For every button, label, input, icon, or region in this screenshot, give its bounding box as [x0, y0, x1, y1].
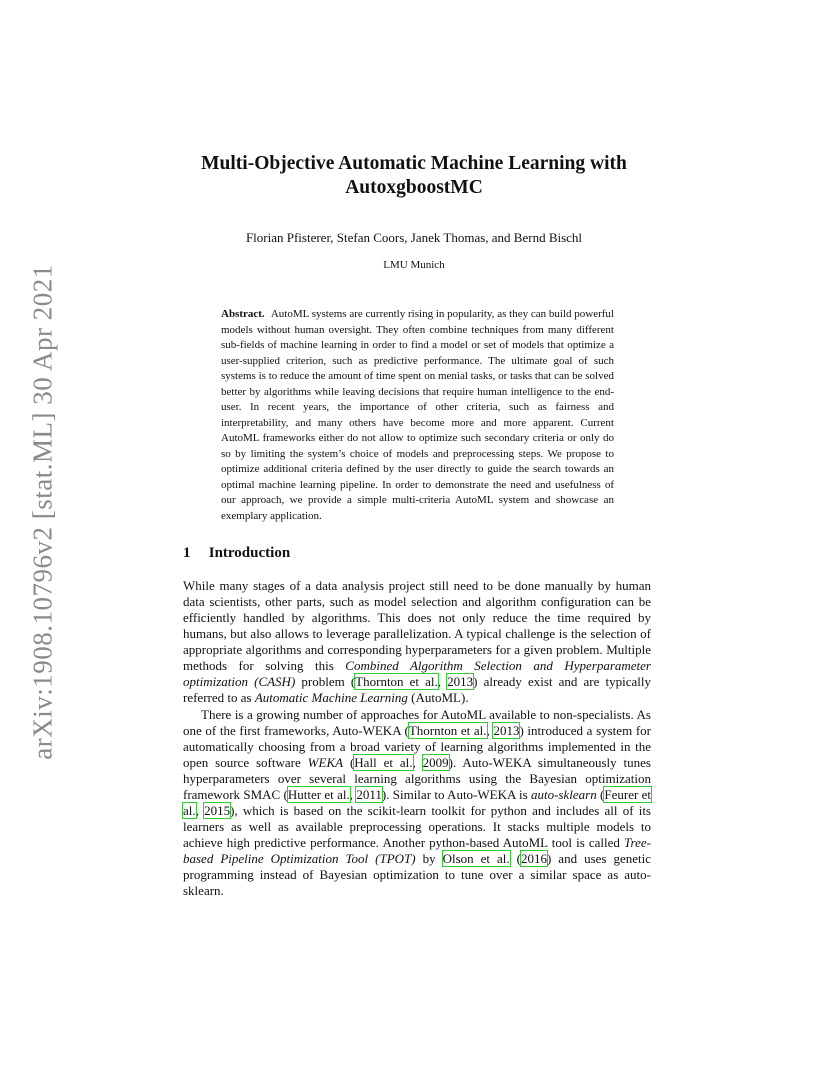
abstract	[221, 307, 614, 524]
text-run: ,	[349, 787, 357, 802]
text-run: ,	[412, 755, 423, 770]
text-run: ,	[195, 803, 205, 818]
text-run: ). Similar to Auto-WEKA is	[381, 787, 531, 802]
emphasis-automl: Automatic Machine Learning	[254, 690, 408, 705]
citation-year-link[interactable]: 2013	[493, 723, 520, 738]
text-run: ,	[437, 674, 448, 689]
text-run: (	[343, 755, 355, 770]
title-line-1: Multi-Objective Automatic Machine Learning with	[201, 153, 627, 174]
emphasis-cash: Combined Algorithm Selection and Hyperparameter optimization (CASH)	[183, 658, 651, 689]
text-run: ). Auto-WEKA simultaneously tunes hyperparameters over several learning algorithms using the Bayesian optimization framework SMAC (	[183, 755, 651, 802]
text-run: There is a growing number of approaches for AutoML available to non-specialists. As one of the first frameworks, Auto-WEKA (	[183, 707, 651, 738]
citation-link[interactable]: Olson et al.	[442, 851, 510, 866]
intro-paragraph-2	[183, 707, 651, 899]
authors: Florian Pfisterer, Stefan Coors, Janek Thomas, and Bernd Bischl	[245, 230, 583, 245]
title-line-2: AutoxgboostMC	[345, 177, 483, 198]
text-run: ,	[486, 723, 494, 738]
section-title: Introduction	[208, 545, 291, 561]
text-run: (	[509, 851, 521, 866]
citation-link[interactable]: Thornton et al.	[355, 674, 438, 689]
affiliation: LMU Munich	[383, 259, 445, 271]
text-run: problem (	[295, 674, 356, 689]
section-number: 1	[183, 545, 191, 561]
arxiv-identifier: arXiv:1908.10796v2 [stat.ML] 30 Apr 2021	[27, 264, 58, 760]
text-run: While many stages of a data analysis project still need to be done manually by human data scientists, other parts, such as model selection and algorithm configuration can be efficiently handled by algorithms. This does not only reduce the time required by humans, but also allows to leverage parallelization. A typical challenge is the selection of appropriate algorithms and corresponding hyperparameters for a given problem. Multiple methods for solving this	[183, 578, 651, 673]
citation-link[interactable]: Hutter et al.	[287, 787, 350, 802]
section-heading	[183, 545, 290, 562]
emphasis-auto-sklearn: auto-sklearn	[530, 787, 597, 802]
text-run: (AutoML).	[407, 690, 469, 705]
citation-year-link[interactable]: 2013	[447, 674, 474, 689]
citation-year-link[interactable]: 2016	[520, 851, 547, 866]
emphasis-tpot: Tree-based Pipeline Optimization Tool (TPOT)	[183, 835, 651, 866]
text-run: ) already exist and are typically referred to as	[183, 674, 651, 705]
citation-year-link[interactable]: 2009	[422, 755, 449, 770]
text-run: ), which is based on the scikit-learn toolkit for python and includes all of its learners as well as available preprocessing operations. It stacks multiple models to achieve high predictive performance. Another python-based AutoML tool is called	[183, 803, 651, 850]
citation-link[interactable]: Thornton et al.	[408, 723, 487, 738]
paper-title	[150, 152, 678, 200]
emphasis-weka: WEKA	[307, 755, 344, 770]
text-run: ) introduced a system for automatically choosing from a broad variety of learning algorithms implemented in the open source software	[183, 723, 651, 770]
text-run: (	[596, 787, 605, 802]
abstract-label: Abstract.	[221, 308, 265, 320]
intro-paragraph-1	[183, 578, 651, 706]
abstract-text: AutoML systems are currently rising in popularity, as they can build powerful models without human oversight. They often combine techniques from many different sub-fields of machine learning in order to find a model or set of models that optimize a user-supplied criterion, such as predictive performance. The ultimate goal of such systems is to reduce the amount of time spent on menial tasks, or tasks that can be solved better by algorithms while leaving decisions that require human intelligence to the end-user. In recent years, the importance of other criteria, such as fairness and interpretability, and many others have become more and more apparent. Current AutoML frameworks either do not allow to optimize such secondary criteria or only do so by limiting the system’s choice of models and preprocessing steps. We propose to optimize additional criteria defined by the user directly to guide the search towards an optimal machine learning pipeline. In order to demonstrate the need and usefulness of our approach, we provide a simple multi-criteria AutoML system and showcase an exemplary application.	[221, 308, 614, 522]
citation-link[interactable]: Hall et al.	[354, 755, 413, 770]
citation-link[interactable]: Feurer et al.	[183, 787, 651, 818]
citation-year-link[interactable]: 2015	[204, 803, 231, 818]
citation-year-link[interactable]: 2011	[356, 787, 382, 802]
text-run: by	[415, 851, 443, 866]
text-run: ) and uses genetic programming instead of Bayesian optimization to tune over a similar space as auto-sklearn.	[183, 851, 651, 898]
